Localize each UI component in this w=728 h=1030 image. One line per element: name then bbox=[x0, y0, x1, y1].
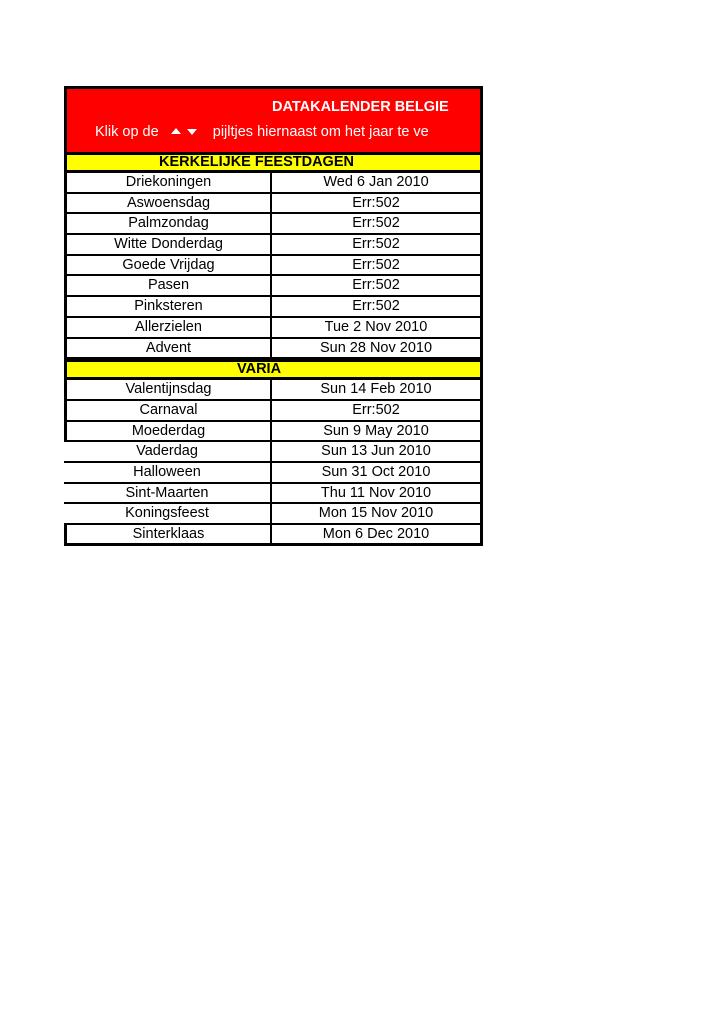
instruction-suffix: pijltjes hiernaast om het jaar te ve bbox=[212, 124, 429, 140]
table-row bbox=[64, 442, 483, 463]
feast-name: Vaderdag bbox=[64, 442, 272, 461]
arrow-up-icon[interactable] bbox=[171, 128, 181, 134]
table-row bbox=[64, 463, 483, 484]
feast-name: Driekoningen bbox=[64, 173, 272, 192]
feast-date: Err:502 bbox=[272, 297, 483, 316]
feast-date: Sun 28 Nov 2010 bbox=[272, 339, 483, 358]
table-row bbox=[64, 297, 483, 318]
arrow-down-icon[interactable] bbox=[187, 129, 197, 135]
table-row bbox=[64, 318, 483, 339]
feast-name: Halloween bbox=[64, 463, 272, 482]
feast-date: Err:502 bbox=[272, 214, 483, 233]
page-title: DATAKALENDER BELGIE bbox=[272, 99, 449, 115]
feast-date: Err:502 bbox=[272, 276, 483, 295]
feast-date: Wed 6 Jan 2010 bbox=[272, 173, 483, 192]
feast-name: Valentijnsdag bbox=[64, 380, 272, 399]
feast-name: Pasen bbox=[64, 276, 272, 295]
feast-date: Err:502 bbox=[272, 235, 483, 254]
table-row bbox=[64, 256, 483, 277]
instruction-prefix: Klik op de bbox=[95, 124, 159, 140]
feast-name: Sinterklaas bbox=[64, 525, 272, 543]
table-row bbox=[64, 525, 483, 546]
feast-date: Mon 15 Nov 2010 bbox=[272, 504, 483, 523]
table-row bbox=[64, 276, 483, 297]
feast-name: Sint-Maarten bbox=[64, 484, 272, 503]
calendar-sheet bbox=[64, 86, 483, 546]
feast-name: Goede Vrijdag bbox=[64, 256, 272, 275]
table-row bbox=[64, 339, 483, 360]
table-row bbox=[64, 504, 483, 525]
feast-date: Err:502 bbox=[272, 194, 483, 213]
section-header-kerkelijke: KERKELIJKE FEESTDAGEN bbox=[64, 152, 483, 173]
feast-name: Aswoensdag bbox=[64, 194, 272, 213]
feast-name: Palmzondag bbox=[64, 214, 272, 233]
feast-name: Moederdag bbox=[64, 422, 272, 441]
feast-date: Sun 31 Oct 2010 bbox=[272, 463, 483, 482]
feast-name: Allerzielen bbox=[64, 318, 272, 337]
feast-date: Sun 9 May 2010 bbox=[272, 422, 483, 441]
feast-name: Pinksteren bbox=[64, 297, 272, 316]
table-row bbox=[64, 235, 483, 256]
instruction-text bbox=[95, 124, 429, 140]
header-banner bbox=[64, 86, 483, 152]
feast-date: Err:502 bbox=[272, 256, 483, 275]
feast-date: Err:502 bbox=[272, 401, 483, 420]
feast-date: Thu 11 Nov 2010 bbox=[272, 484, 483, 503]
year-arrows[interactable] bbox=[163, 126, 209, 138]
feast-name: Advent bbox=[64, 339, 272, 358]
section-header-varia: VARIA bbox=[64, 359, 483, 380]
feast-date: Mon 6 Dec 2010 bbox=[272, 525, 483, 543]
table-row bbox=[64, 194, 483, 215]
feast-name: Witte Donderdag bbox=[64, 235, 272, 254]
table-row bbox=[64, 484, 483, 505]
feast-name: Carnaval bbox=[64, 401, 272, 420]
table-row bbox=[64, 380, 483, 401]
feast-date: Sun 14 Feb 2010 bbox=[272, 380, 483, 399]
table-row bbox=[64, 214, 483, 235]
feast-date: Tue 2 Nov 2010 bbox=[272, 318, 483, 337]
table-row bbox=[64, 401, 483, 422]
feast-date: Sun 13 Jun 2010 bbox=[272, 442, 483, 461]
table-row bbox=[64, 422, 483, 443]
table-row bbox=[64, 173, 483, 194]
feast-name: Koningsfeest bbox=[64, 504, 272, 523]
